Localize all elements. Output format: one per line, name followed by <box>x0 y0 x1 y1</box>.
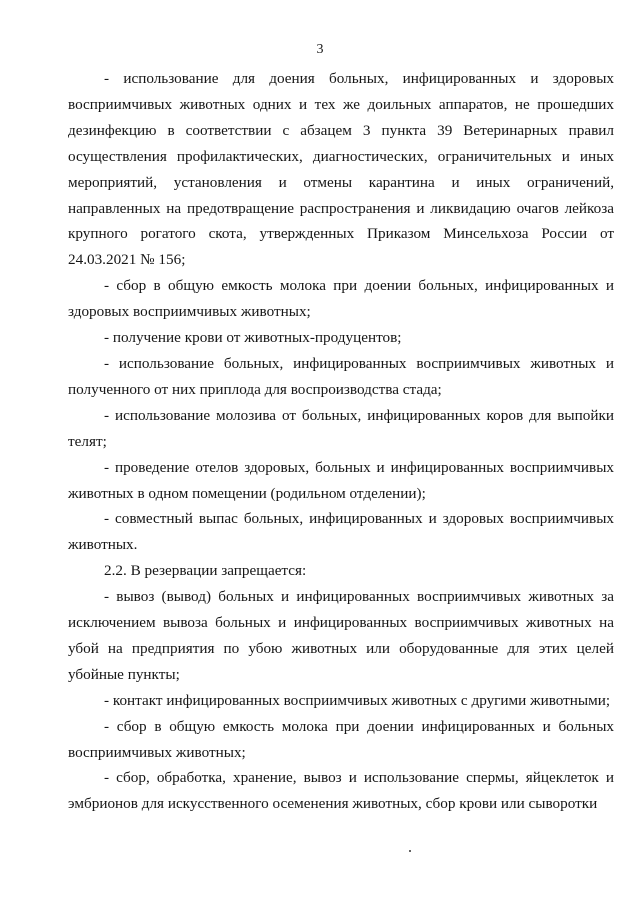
scan-speck <box>409 850 411 852</box>
paragraph-blood-collection: - получение крови от животных-продуцентов; <box>104 329 402 347</box>
paragraph-calving: - проведение отелов здоровых, больных и инфицированных восприимчивых животных в одном помещении (родильном отделении); <box>68 458 614 502</box>
paragraph-milk-collection-reservation: - сбор в общую емкость молока при доении инфицированных и больных восприимчивых животных; <box>68 717 614 761</box>
paragraph-colostrum: - использование молозива от больных, инфицированных коров для выпойки телят; <box>68 406 614 450</box>
paragraph-milk-collection: - сбор в общую емкость молока при доении больных, инфицированных и здоровых восприимчивых животных; <box>68 277 614 321</box>
paragraph-semen-collection: - сбор, обработка, хранение, вывоз и использование спермы, яйцеклеток и эмбрионов для искусственного осеменения животных, сбор крови или сыворотки <box>68 769 614 813</box>
page-number: 3 <box>316 42 324 57</box>
paragraph-removal: - вывоз (вывод) больных и инфицированных восприимчивых животных за исключением вывоза больных и инфицированных восприимчивых животных на убой на предприятия по убою животных или оборудованные для этих целей убойные пункты; <box>68 588 614 683</box>
section-heading-2-2: 2.2. В резервации запрещается: <box>104 562 307 580</box>
paragraph-contact: - контакт инфицированных восприимчивых животных с другими животными; <box>104 691 611 709</box>
paragraph-milking-equipment: - использование для доения больных, инфицированных и здоровых восприимчивых животных одних и тех же доильных аппаратов, не прошедших дезинфекцию в соответствии с абзацем 3 пункта 39 Ветеринарных правил осуществления профилактических, диагностических, ограничительных и иных мероприятий, установления и отмены карантина и иных ограничений, направленных на предотвращение распространения и ликвидацию очагов лейкоза крупного рогатого скота, утвержденных Приказом Минсельхоза России от 24.03.2021 № 156; <box>68 70 614 269</box>
document-body <box>68 66 614 817</box>
paragraph-reproduction: - использование больных, инфицированных восприимчивых животных и полученного от них приплода для воспроизводства стада; <box>68 354 614 398</box>
paragraph-grazing: - совместный выпас больных, инфицированных и здоровых восприимчивых животных. <box>68 510 614 554</box>
